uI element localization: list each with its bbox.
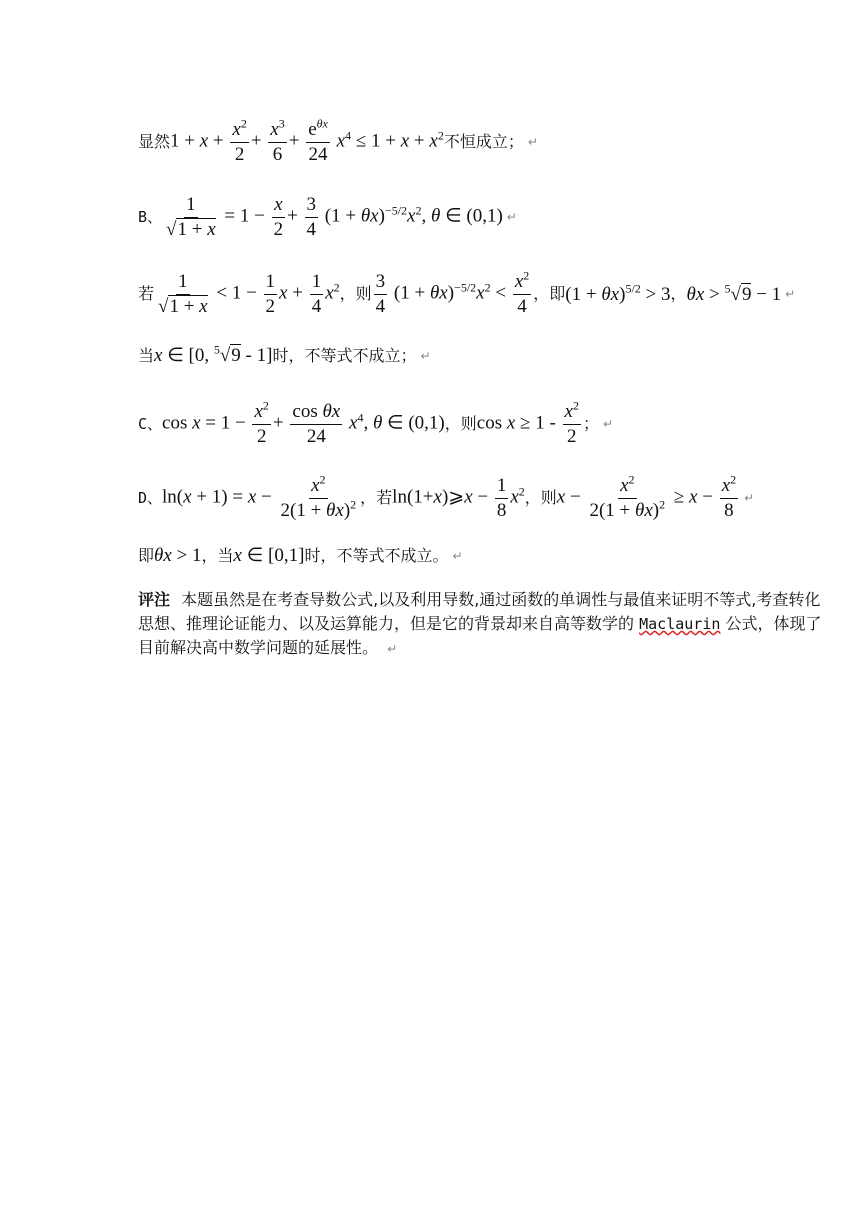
return-mark: ↵ xyxy=(506,210,517,225)
option-label-d: D、 xyxy=(138,488,163,507)
comment-paragraph xyxy=(138,588,828,661)
text-r3: ，即 xyxy=(533,284,566,304)
return-mark: ↵ xyxy=(785,287,796,302)
line-option-c xyxy=(138,400,613,449)
formula-d-cond: ln(1+x)⩾x − $\frac{1}{8}$ $x^2$ xyxy=(392,475,525,521)
text-prefix: 显然 xyxy=(138,132,171,152)
text-c1: ，则 xyxy=(444,414,477,434)
formula-d-then: x − $\frac{x^2}{2(1 + \theta x)^2}$ ≥ x − $\frac{x^2}{8}$ xyxy=(556,472,737,521)
formula-taylor-exp: 1 + x + $\frac{x^2}{2}$ + $\frac{x^3}{6}$ + $\frac{e^{\theta x}}{24}$ $x^4 \le 1 + x + x^2$ xyxy=(170,116,444,165)
comment-text-before: 本题虽然是在考查导数公式,以及利用导数,通过函数的单调性与最值来证明不等式,考查转化思想、推理论证能力、以及运算能力，但是它的背景却来自高等数学的 xyxy=(138,590,821,633)
line-option-b xyxy=(138,193,517,242)
line-d-conclusion xyxy=(138,546,463,565)
return-mark: ↵ xyxy=(744,491,755,506)
text-j3: 时，不等式不成立。 xyxy=(304,545,449,565)
text-w2: 时，不等式不成立； xyxy=(272,345,417,365)
comment-text-after: 公式，体现了目前解决高中数学问题的延展性。 xyxy=(138,614,822,657)
line-intro-inequality xyxy=(138,118,538,167)
text-r1: 若 xyxy=(138,284,155,304)
line-b-conclusion xyxy=(138,342,431,366)
formula-w-interval: x ∈ [0, $^5$√9 - 1] xyxy=(154,342,273,366)
text-w1: 当 xyxy=(138,345,155,365)
formula-j-interval: x ∈ [0,1] xyxy=(233,545,305,566)
text-c2: ； xyxy=(582,414,599,434)
text-j2: ，当 xyxy=(201,545,234,565)
formula-r-implies: $(1 + \theta x)^{5/2} > 3$ xyxy=(565,281,671,305)
return-mark: ↵ xyxy=(452,548,463,563)
formula-r-then: $\frac{3}{4}$ $(1 + \theta x)^{-5/2}x^2$ < $\frac{x^2}{4}$ xyxy=(375,268,530,317)
text-d1: ，若 xyxy=(360,488,393,508)
return-mark: ↵ xyxy=(603,417,614,432)
formula-c: cos x = 1 − $\frac{x^2}{2}$ + $\frac{\text{cos θx}}{24}$ $x^4$, θ ∈ (0,1) xyxy=(162,398,445,447)
return-mark: ↵ xyxy=(527,135,538,150)
comment-term: Maclaurin xyxy=(639,615,721,633)
comment-label: 评注 xyxy=(138,590,171,609)
text-j1: 即 xyxy=(138,545,155,565)
formula-d: ln(x + 1) = x − $\frac{x^2}{2(1 + \theta x)^2}$ xyxy=(162,472,357,521)
formula-r-result: θx > $^5$√9 − 1 xyxy=(686,281,782,305)
text-r4: ， xyxy=(670,284,687,304)
formula-c-then: cos x ≥ 1 - $\frac{x^2}{2}$ xyxy=(476,398,579,447)
return-mark: ↵ xyxy=(420,348,431,363)
text-d2: ，则 xyxy=(524,488,557,508)
formula-b: $\frac{1}{√1 + x}$ = 1 − $\frac{x}{2}$ + $\frac{3}{4}$ $(1 + \theta x)^{-5/2}x^2$, θ ∈ (0,1) xyxy=(166,194,503,240)
line-b-derivation xyxy=(138,270,795,319)
option-label-b: B、 xyxy=(138,207,163,226)
return-mark: ↵ xyxy=(387,642,398,656)
formula-r-cond: $\frac{1}{√1 + x}$ < 1 − $\frac{1}{2}$ x + $\frac{1}{4}$ $x^2$ xyxy=(158,271,340,317)
text-suffix: 不恒成立； xyxy=(443,132,524,152)
line-option-d xyxy=(138,474,754,523)
text-r2: ，则 xyxy=(339,284,372,304)
option-label-c: C、 xyxy=(138,414,163,433)
formula-j-cond: θx > 1 xyxy=(154,545,202,566)
